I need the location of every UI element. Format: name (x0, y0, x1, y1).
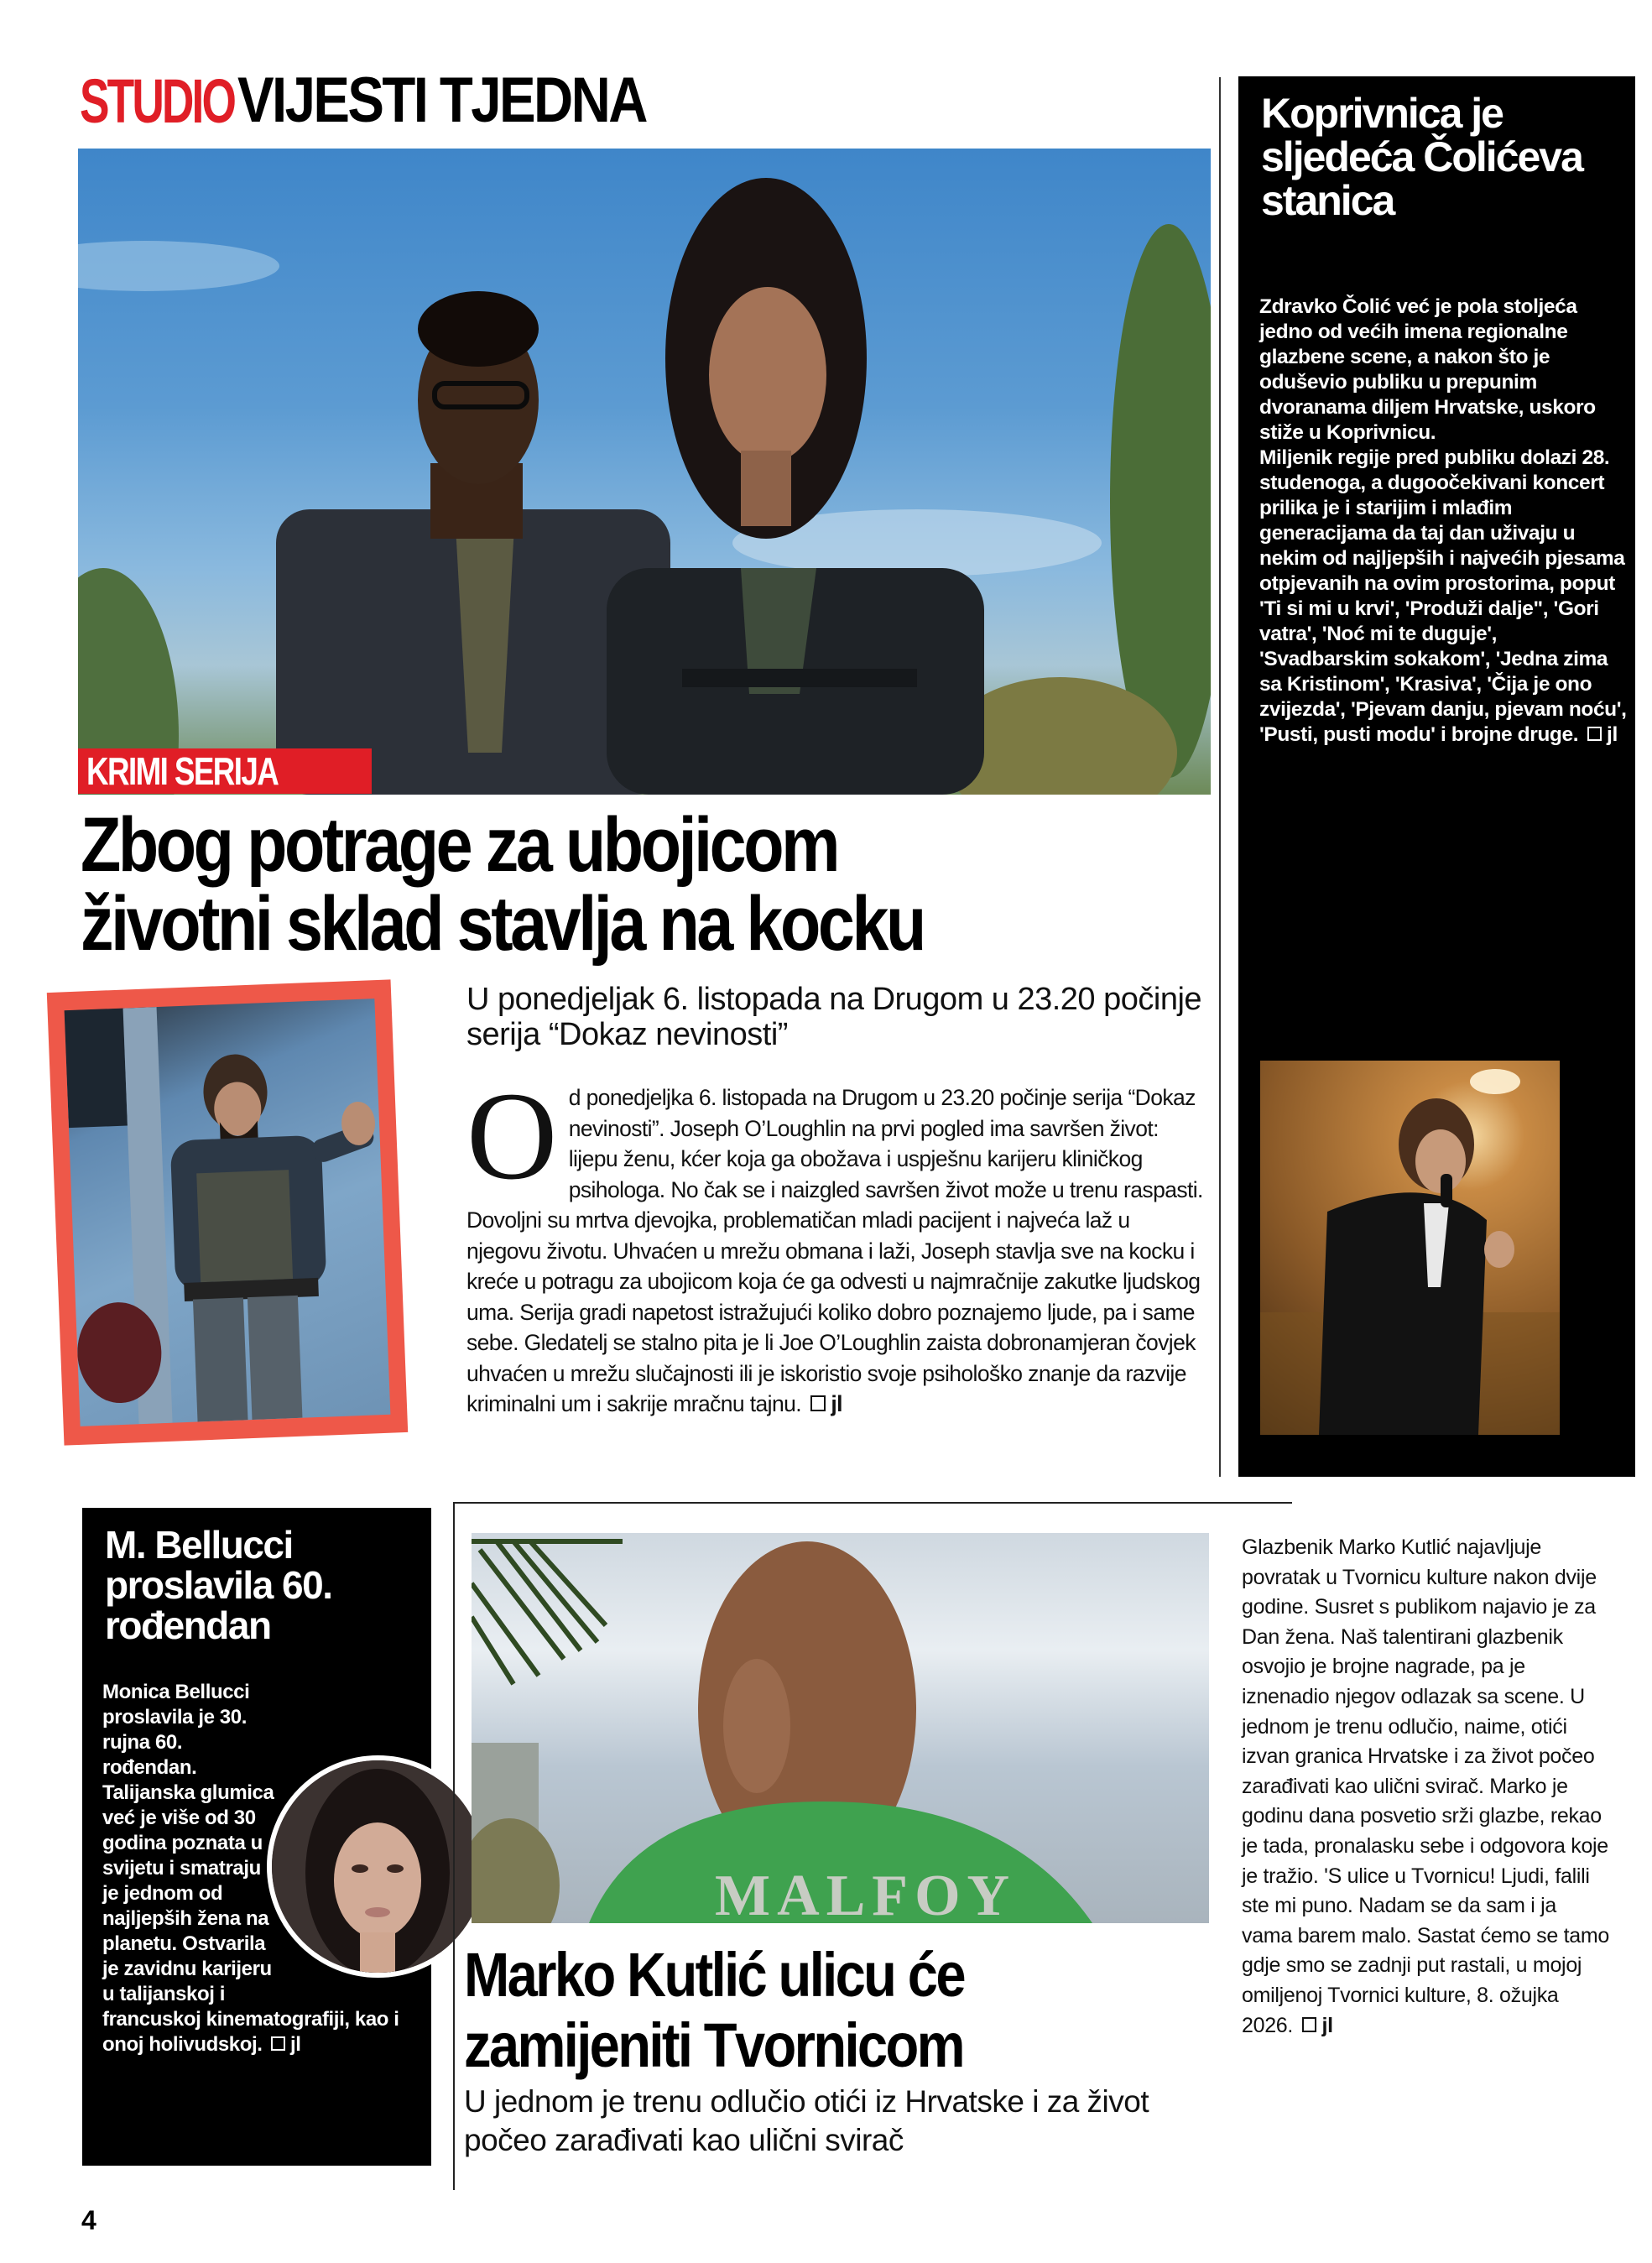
kutlic-subhead: U jednom je trenu odlučio otići iz Hrvatske i za život počeo zarađivati kao ulični svirač (464, 2084, 1149, 2157)
end-of-article-box-icon (810, 1395, 826, 1411)
section-border-left (453, 1502, 455, 2190)
end-of-article-box-icon (1587, 727, 1602, 741)
end-of-article-box-icon (1302, 2017, 1317, 2032)
body-paragraph: Dovoljni su mrtva djevojka, problematičan mladi pacijent i najveća laž u njegovu životu. Uhvaćen u mrežu obmana i laži, Joseph stavlja sve na kocku i kreće u potragu za ubojicom koja će ga odvesti u najmračnije zakutke ljudskog uma. Serija gradi napetost istražujući koliko dobro poznajemo ljude, pa i same sebe. Gledatelj se stalno pita je li Joe O’Loughlin zaista dobronamjeran čovjek uhvaćen u mrežu slučajnosti ili je iskoristio svoje psihološko znanje da razvije kriminalni um i sakrije mračnu tajnu. (466, 1207, 1201, 1416)
body-paragraph: Monica Bellucci proslavila je 30. rujna 60. rođendan. Talijanska glumica već je više od 30 godina poznata u svijetu i smatraju je jednom od najljepših žena na planetu. Ostvarila je zavidnu karijeru u talijanskoj i francuskoj kinematografiji, kao i onoj holivudskoj. (102, 1681, 399, 2056)
koprivnica-sidebar (1238, 76, 1635, 1477)
sidebar-body (102, 1680, 421, 2057)
body-paragraph: Glazbenik Marko Kutlić najavljuje povratak u Tvornicu kulture nakon dvije godine. Susret s publikom najavio je za Dan žena. Naš talentirani glazbenik osvojio je brojne nagrade, pa je iznenadio njegov odlazak sa scene. U jednom je trenu odlučio, naime, otići izvan granica Hrvatske i za život počeo zarađivati kao ulični svirač. Marko je godinu dana posvetio srži glazbe, rekao je tada, pronalasku sebe i odgovora koje je tražio. 'S ulice u Tvornicu! Ljudi, falili ste mi puno. Nadam se da sam i ja vama barem malo. Sastat ćemo se tamo gdje smo se zadnji put rastali, u mojoj omiljenoj Tvornici kulture, 8. ožujka 2026. (1242, 1536, 1609, 2037)
kutlic-headline (464, 1940, 1219, 2081)
kicker-text: KRIMI SERIJA (86, 749, 279, 793)
headline-line: životni sklad stavlja na kocku (81, 881, 924, 967)
portrait-float (284, 1755, 451, 2000)
inset-photo-frame (47, 979, 408, 1445)
kutlic-body (1242, 1533, 1611, 2041)
photo-two-people-illustration (78, 149, 1211, 795)
brand-logo: STUDIO (80, 66, 235, 136)
section-border-top (453, 1502, 1292, 1504)
sidebar-body (1259, 295, 1629, 748)
body-paragraph: d ponedjeljka 6. listopada na Drugom u 23.20 počinje serija “Dokaz nevinosti”. Joseph O’Loughlin na prvi pogled ima savršen život: lijepu ženu, kćer koja ga obožava i uspješnu karijeru kliničkog psihologa. No čak se i naizgled savršen život može u trenu raspasti. (568, 1085, 1203, 1202)
story-kicker-label (78, 748, 372, 794)
author-initials: jl (1607, 723, 1618, 746)
body-paragraph: Zdravko Čolić već je pola stoljeća jedno od većih imena regionalne glazbene scene, a nakon što je oduševio publiku u prepunim dvoranama diljem Hrvatske, uskoro stiže u Koprivnicu. (1259, 295, 1596, 444)
photo-singer-illustration (1260, 1061, 1560, 1435)
headline-line: Marko Kutlić ulicu će (464, 1940, 964, 2010)
shirt-lettering: MALFOY (715, 1864, 1017, 1923)
photo-musician-back-illustration (472, 1533, 1209, 1923)
singer-photo (1260, 1061, 1560, 1435)
main-story-photo (78, 149, 1211, 795)
main-story-subhead: U ponedjeljak 6. listopada na Drugom u 23.20 počinje serija “Dokaz nevinosti” (466, 982, 1202, 1052)
main-story-body (466, 1066, 1205, 1420)
page-number: 4 (81, 2205, 96, 2235)
author-initials: jl (290, 2033, 301, 2056)
body-paragraph: Miljenik regije pred publiku dolazi 28. studenoga, a dugoočekivani koncert prilika je i starijim i mlađim generacijama da taj dan uživaju u nekim od najljepših i najvećih pjesama otpjevanih na ovim prostorima, poput 'Ti si mi u krvi', 'Produži dalje", 'Gori vatra', 'Noć mi te duguje', 'Svadbarskim sokakom', 'Jedna zima sa Kristinom', 'Krasiva', 'Čija je ono zvijezda', 'Pjevam danju, pjevam noću', 'Pusti, pusti modu' i brojne druge. (1259, 446, 1627, 746)
author-initials: jl (831, 1391, 842, 1416)
photo-climber-illustration (65, 999, 391, 1426)
musician-photo (472, 1533, 1209, 1923)
sidebar-title: Koprivnica je sljedeća Čolićeva stanica (1261, 90, 1582, 224)
sidebar-title: M. Bellucci proslavila 60. rođendan (105, 1523, 332, 1647)
drop-cap: O (466, 1066, 557, 1206)
author-initials: jl (1321, 2013, 1333, 2037)
headline-line: zamijeniti Tvornicom (464, 2010, 963, 2080)
bellucci-sidebar (82, 1508, 431, 2166)
end-of-article-box-icon (271, 2036, 285, 2051)
main-headline (81, 802, 1222, 967)
portrait-circle-photo (267, 1755, 489, 1978)
column-divider (1219, 77, 1221, 1477)
inset-photo-man-on-wall (65, 999, 391, 1426)
headline-line: Zbog potrage za ubojicom (81, 802, 838, 888)
section-title: VIJESTI TJEDNA (237, 65, 646, 136)
masthead (80, 65, 712, 136)
